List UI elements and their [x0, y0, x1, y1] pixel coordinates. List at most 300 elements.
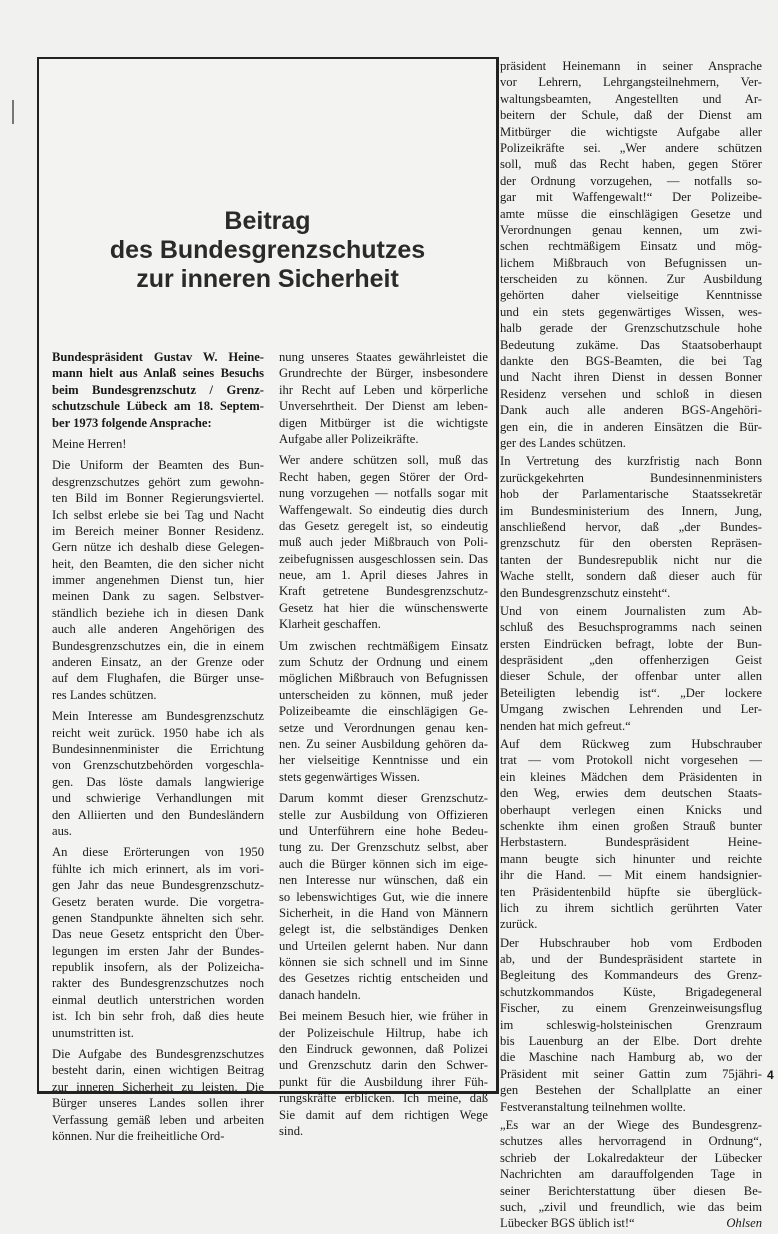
text-line	[279, 987, 488, 1003]
text-line	[279, 518, 488, 534]
text-line	[279, 485, 488, 501]
text-line-content: bis Lauenburg an der Elbe. Dort drehte	[500, 1034, 762, 1049]
text-line-content: ger des Landes schützen.	[500, 435, 626, 450]
text-line	[279, 807, 488, 823]
text-line-content: soll, muß das Recht haben, gegen Störer	[500, 157, 762, 172]
text-line-content: Verfassung gemäß leben und arbeiten	[52, 1112, 264, 1127]
text-line	[52, 1025, 264, 1041]
text-line-content: können sie sich schnell und im Sinne	[279, 955, 488, 970]
text-line	[500, 834, 762, 850]
paragraph	[52, 436, 264, 452]
text-line	[500, 503, 762, 519]
text-line	[500, 884, 762, 900]
text-line-content: Waffengewalt. So eindeutig dies durch	[279, 502, 488, 517]
text-line	[279, 687, 488, 703]
text-line	[500, 1199, 762, 1215]
text-line	[52, 474, 264, 490]
text-line	[500, 156, 762, 172]
text-line-content: Verordnungen genau kennen, um zwi-	[500, 222, 762, 237]
text-line-content: res Landes schützen.	[52, 687, 157, 702]
text-line	[500, 984, 762, 1000]
text-line	[279, 921, 488, 937]
text-line-content: Begleitung des Kommandeurs des Grenz-	[500, 968, 762, 983]
text-line	[279, 752, 488, 768]
text-line-content: gehörten daher vielseitige Kenntnisse	[500, 288, 762, 303]
text-line-content: anschließend hervor, daß „der Bundes-	[500, 519, 762, 534]
text-line-content: vor Lehrern, Lehrgangsteilnehmern, Ver-	[500, 75, 762, 90]
text-line-content: zeibefugnissen ausgeschlossen sein. Das	[279, 551, 488, 566]
text-line-content: und Nacht ihren Dienst in dessen Bonner	[500, 370, 762, 385]
text-line	[52, 877, 264, 893]
text-line	[500, 701, 762, 717]
text-line-content: möglichen Mißbrauch von Befugnissen	[279, 671, 488, 686]
text-line	[279, 769, 488, 785]
text-line-content: und Grenzschutz darin den Schwer-	[279, 1058, 488, 1073]
text-line	[279, 938, 488, 954]
text-line-content: Recht haben, gegen Störer der Ord-	[279, 469, 488, 484]
text-line-content: danach handeln.	[279, 987, 361, 1002]
text-line	[52, 894, 264, 910]
text-line-content: tanten der Bundesrepublik nicht nur die	[500, 552, 762, 567]
text-line-content: punkt für die Ausbildung ihrer Füh-	[279, 1074, 488, 1089]
text-line	[52, 654, 264, 670]
text-line-content: Fischer, zu einem Grenzeinweisungsflug	[500, 1001, 762, 1016]
text-line-content: lich zu ihrem sichtlich gerührten Vater	[500, 900, 762, 915]
text-line	[279, 431, 488, 447]
text-line	[52, 943, 264, 959]
text-line-content: Bei meinem Besuch hier, wie früher in	[279, 1009, 488, 1024]
text-line	[279, 1107, 488, 1123]
text-line-content: muß auch jeder Mißbrauch von Poli-	[279, 535, 488, 550]
text-line-content: Grundrechte der Bürger, insbesondere	[279, 366, 488, 381]
text-line-content: republik insofern, als der Polizeicha-	[52, 960, 264, 975]
text-line-content: oberhaupt verlegen einen Knicks und	[500, 802, 762, 817]
text-line	[500, 140, 762, 156]
text-line-content: An diese Erörterungen von 1950	[52, 845, 264, 860]
text-line-content: unterscheiden zu können, muß jeder	[279, 687, 488, 702]
text-line-content: schenkte ihm einen großen Strauß bunter	[500, 818, 762, 833]
paragraph	[279, 1008, 488, 1139]
text-line-content: setze und Verordnungen genau ken-	[279, 720, 488, 735]
text-line-content: Nachrichten am darauffolgenden Tage in	[500, 1167, 762, 1182]
text-line-content: ständlich beziehe ich in diesen Dank	[52, 605, 264, 620]
text-line	[52, 844, 264, 860]
text-line	[500, 287, 762, 303]
paragraph	[279, 638, 488, 786]
text-line-content: such, „zivil und freundlich, wie das beim	[500, 1199, 762, 1214]
text-line	[279, 452, 488, 468]
text-line	[52, 861, 264, 877]
text-line-content: und Urteilen gelernt haben. Nur dann	[279, 938, 488, 953]
text-line	[279, 349, 488, 365]
text-line	[500, 519, 762, 535]
text-line-content: der Ordnung vorzugehen, — notfalls so-	[500, 173, 762, 188]
text-line	[52, 605, 264, 621]
text-line	[500, 769, 762, 785]
text-line-content: gar mit Waffengewalt!“ Der Polizeibe-	[500, 190, 762, 205]
text-line-content: auch die Bürger können sich im eige-	[279, 856, 488, 871]
article-lead-paragraph	[52, 349, 264, 431]
author-signature: Ohlsen	[726, 1216, 762, 1231]
text-line-content: zum Schutz der Ordnung und einem	[279, 655, 488, 670]
text-line-content: unumstritten ist.	[52, 1025, 134, 1040]
right-column	[500, 58, 762, 1234]
title-line-1: Beitrag	[224, 207, 311, 235]
paragraph	[279, 452, 488, 632]
text-line-content: Das neue Gesetz entspricht den Über-	[52, 927, 264, 942]
text-line-content: nen Interesse nur wünschen, daß ein	[279, 873, 488, 888]
text-line	[52, 959, 264, 975]
text-line	[52, 807, 264, 823]
text-line-content: Residenz versehen und schloß in diesen	[500, 386, 762, 401]
text-line-content: schutzkommandos Küste, Brigadegeneral	[500, 984, 762, 999]
text-line	[279, 551, 488, 567]
text-line-content: desgrenzschutzes gehört zum gewohn-	[52, 474, 264, 489]
text-line-content: immer angenehmen Dienst tun, hier	[52, 573, 264, 588]
text-line	[500, 402, 762, 418]
text-line-content: Wache stellt, sondern daß dieser auch für	[500, 569, 762, 584]
text-line-content: Polizeibeamte die einschlägigen Ge-	[279, 704, 488, 719]
text-line-content: Bundesinnenminister die Errichtung	[52, 741, 264, 756]
text-line	[279, 365, 488, 381]
text-line-content: „Es war an der Wiege des Bundesgrenz-	[500, 1118, 762, 1132]
text-line	[52, 725, 264, 741]
text-line	[500, 124, 762, 140]
text-line-content: zurückgekehrten Bundesinnenministers	[500, 470, 762, 485]
text-line	[500, 785, 762, 801]
text-line	[500, 419, 762, 435]
text-line	[500, 1099, 762, 1115]
text-line	[279, 469, 488, 485]
text-line	[52, 670, 264, 686]
paragraph	[500, 1117, 762, 1232]
text-line-content: einmal deutlich unterstrichen worden	[52, 992, 264, 1007]
text-line	[279, 736, 488, 752]
scan-margin-mark	[12, 100, 14, 124]
text-line-content: Darum kommt dieser Grenzschutz-	[279, 791, 488, 806]
text-line	[500, 206, 762, 222]
text-line-content: heit, den Beamten, die den sicher nicht	[52, 556, 264, 571]
text-line	[279, 567, 488, 583]
text-line-content: ten Bild im Bonner Regierungsviertel.	[52, 491, 264, 506]
text-line	[500, 173, 762, 189]
text-line	[52, 1112, 264, 1128]
text-line-content: despräsident „den offenherzigen Geist	[500, 653, 762, 668]
text-line-content: von Grenzschutzbehörden vorgeschla-	[52, 758, 264, 773]
text-line-content: halb gerade der Grenzschutzschule hohe	[500, 321, 762, 336]
text-line-content: Unversehrtheit. Der Dienst am leben-	[279, 399, 488, 414]
text-line	[279, 1008, 488, 1024]
paragraph	[500, 453, 762, 601]
text-line	[500, 916, 762, 932]
text-line-content: Präsident mit seiner Gattin zum 75jähri-	[500, 1066, 762, 1081]
text-line	[500, 900, 762, 916]
text-line	[279, 954, 488, 970]
text-line	[500, 453, 762, 469]
text-line	[279, 382, 488, 398]
text-line-content: Mein Interesse am Bundesgrenzschutz	[52, 709, 264, 724]
text-line-content: meinen Dank zu sagen. Selbstver-	[52, 589, 264, 604]
text-line	[52, 741, 264, 757]
text-line-content: Die Uniform der Beamten des Bun-	[52, 458, 264, 473]
text-line-content: ihr Recht auf Leben und körperliche	[279, 382, 488, 397]
text-line	[500, 1183, 762, 1199]
text-line-content: mann hielt aus Anlaß seines Besuchs	[52, 366, 264, 381]
text-line	[52, 638, 264, 654]
text-line-content: Polizeikräfte sei. „Wer andere schützen	[500, 140, 762, 155]
text-line	[500, 91, 762, 107]
text-line-content: lichem Mißbrauch von Befugnissen un-	[500, 255, 762, 270]
text-line	[279, 970, 488, 986]
text-line-content: nen. Zu seiner Ausbildung gehören da-	[279, 736, 488, 751]
text-line	[279, 1025, 488, 1041]
text-line-content: amte müsse die einschlägigen Gesetze und	[500, 206, 762, 221]
text-line	[52, 588, 264, 604]
text-line-content: auch alle anderen Angehörigen des	[52, 622, 264, 637]
text-line-content: Lübecker BGS üblich ist!“	[500, 1216, 635, 1231]
text-line	[500, 386, 762, 402]
text-line-content: neue, am 1. April dieses Jahres in	[279, 568, 488, 583]
text-line	[500, 1215, 762, 1231]
text-line	[500, 1000, 762, 1016]
text-line	[52, 1128, 264, 1144]
text-line	[500, 304, 762, 320]
paragraph	[52, 844, 264, 1041]
text-line	[52, 1079, 264, 1095]
text-line-content: Gesetz hat hier die wünschenswerte	[279, 600, 488, 615]
text-line-content: Sicherheit, in die Hand von Männern	[279, 905, 488, 920]
text-line-content: gen ein, die in anderen Einsätzen die Bür-	[500, 419, 762, 434]
text-line	[52, 556, 264, 572]
text-line-content: ein kleines Mädchen dem Präsidenten in	[500, 769, 762, 784]
text-line-content: Sie damit auf dem richtigen Wege	[279, 1107, 488, 1122]
text-line-content: Bundesgrenzschutzes ein, die in einem	[52, 638, 264, 653]
text-line-content: rakter des Bundesgrenzschutzes noch	[52, 976, 264, 991]
text-line	[500, 1033, 762, 1049]
text-line	[279, 654, 488, 670]
paragraph	[500, 935, 762, 1115]
text-line	[279, 905, 488, 921]
text-line	[500, 752, 762, 768]
text-line-content: Ich selbst erlebe sie bei Tag und Nacht	[52, 507, 264, 522]
text-line-content: nenden hat mich gefreut.“	[500, 718, 631, 733]
text-line	[52, 1008, 264, 1024]
text-line	[52, 507, 264, 523]
text-line	[500, 486, 762, 502]
paragraph	[500, 58, 762, 451]
text-line-content: Kraft getretene Bundesgrenzschutz-	[279, 584, 488, 599]
text-line-content: aus.	[52, 823, 72, 838]
text-line-content: grenzschutz für den obersten Repräsen-	[500, 536, 762, 551]
text-line	[500, 636, 762, 652]
text-line-content: Gesetz beraten wurde. Die vorgetra-	[52, 894, 264, 909]
text-line	[500, 1017, 762, 1033]
text-line	[52, 975, 264, 991]
article-box	[37, 57, 499, 1143]
text-line-content: ab, und der Bundespräsident startete in	[500, 952, 762, 967]
paragraph	[279, 349, 488, 447]
text-line-content: her vielseitige Kenntnisse und ein	[279, 753, 488, 768]
text-line-content: ist. Ich bin sehr froh, daß dies heute	[52, 1009, 264, 1024]
text-line-content: nung vorzugehen — notfalls sogar mit	[279, 486, 488, 501]
paragraph	[52, 457, 264, 703]
text-line	[52, 539, 264, 555]
text-line-content: Wer andere schützen soll, muß das	[279, 453, 488, 468]
text-line	[500, 951, 762, 967]
text-line	[52, 790, 264, 806]
text-line	[500, 222, 762, 238]
text-line	[279, 616, 488, 632]
text-line	[52, 992, 264, 1008]
text-line	[500, 1049, 762, 1065]
text-line	[279, 720, 488, 736]
text-line	[52, 398, 264, 414]
text-line	[500, 271, 762, 287]
text-line	[52, 490, 264, 506]
text-line	[500, 736, 762, 752]
text-line-content: waltungsbeamten, Angestellten und Ar-	[500, 91, 762, 106]
text-line	[500, 718, 762, 734]
text-line	[52, 774, 264, 790]
text-line	[500, 369, 762, 385]
text-line	[500, 320, 762, 336]
text-line-content: Beteiligten lebendig ist“. „Der lockere	[500, 685, 762, 700]
text-line-content: dankte den BGS-Beamten, die bei Tag	[500, 354, 762, 369]
text-line-content: und Unterführern eine hohe Bedeu-	[279, 823, 488, 838]
text-line-content: und schwierige Verhandlungen mit	[52, 791, 264, 806]
text-line	[500, 652, 762, 668]
paragraph	[279, 790, 488, 1003]
text-line	[279, 790, 488, 806]
text-line	[500, 535, 762, 551]
text-line	[52, 349, 264, 365]
text-line	[500, 818, 762, 834]
title-line-3: zur inneren Sicherheit	[136, 265, 399, 293]
text-line	[500, 685, 762, 701]
text-line-content: beitern der Schule, daß der Dienst am	[500, 108, 762, 123]
text-line-content: ten Präsidentenbild hüpfte sie überglück-	[500, 884, 762, 899]
text-line-content: Meine Herren!	[52, 436, 127, 451]
text-line-content: im Bundesministerium des Innern, Jung,	[500, 503, 762, 518]
text-line	[500, 255, 762, 271]
text-line	[500, 1082, 762, 1098]
text-line	[279, 1057, 488, 1073]
text-line-content: In Vertretung des kurzfristig nach Bonn	[500, 454, 762, 469]
text-line	[52, 687, 264, 703]
text-line	[52, 457, 264, 473]
text-line	[52, 926, 264, 942]
text-line	[500, 867, 762, 883]
text-line-content: Umgang zwischen Lehrenden und Ler-	[500, 702, 762, 717]
text-line	[279, 534, 488, 550]
text-line-content: schen rechtmäßigem Einsatz und mög-	[500, 239, 762, 254]
text-line-content: Um zwischen rechtmäßigem Einsatz	[279, 638, 488, 653]
text-line-content: Dank auch alle anderen BGS-Angehöri-	[500, 403, 762, 418]
text-line-content: Herbstastern. Bundespräsident Heine-	[500, 835, 762, 850]
text-line	[279, 1123, 488, 1139]
text-line	[500, 851, 762, 867]
article-title	[39, 207, 496, 294]
text-line-content: fühlte ich mich erinnert, als im vori-	[52, 861, 264, 876]
text-line-content: schutzes alles hervorragend in Ordnung“,	[500, 1134, 762, 1149]
text-line-content: ihr die Hand. — Mit einem handsignier-	[500, 868, 762, 883]
text-line	[500, 935, 762, 951]
text-line-content: Die Aufgabe des Bundesgrenzschutzes	[52, 1047, 264, 1062]
text-line-content: gen. Das löste damals langwierige	[52, 774, 264, 789]
text-line-content: können. Nur die freiheitliche Ord-	[52, 1128, 225, 1143]
text-line	[500, 802, 762, 818]
text-line-content: schutzschule Lübeck am 18. Septem-	[52, 399, 264, 414]
text-line-content: die Maschine nach Hamburg ab, wo der	[500, 1050, 762, 1065]
text-line-content: im Bereich meiner Bonner Residenz.	[52, 523, 264, 538]
text-line	[52, 1046, 264, 1062]
text-line-content: anderen Einsatz, an der Grenze oder	[52, 655, 264, 670]
text-line	[500, 189, 762, 205]
text-line-content: rungskräfte erblicken. Ich meine, daß	[279, 1091, 488, 1106]
text-line	[500, 353, 762, 369]
text-line-content: gen Bestehen der Schallplatte an einer	[500, 1083, 762, 1098]
text-line	[279, 823, 488, 839]
title-line-2: des Bundesgrenzschutzes	[109, 236, 426, 264]
text-line	[279, 839, 488, 855]
text-line-content: zurück.	[500, 917, 538, 932]
text-line-content: Auf dem Rückweg zum Hubschrauber	[500, 737, 762, 752]
text-line-content: terscheiden zu können. Zur Ausbildung	[500, 272, 762, 287]
text-line	[52, 382, 264, 398]
text-line	[500, 435, 762, 451]
text-line-content: den Bundesgrenzschutz einsteht“.	[500, 585, 671, 600]
text-line-content: den Eindruck gewonnen, daß Polizei	[279, 1042, 488, 1057]
text-line-content: dieser Schule, der offenbar unter allen	[500, 669, 762, 684]
text-line	[279, 670, 488, 686]
text-line	[52, 572, 264, 588]
text-line	[500, 1166, 762, 1182]
text-line	[279, 872, 488, 888]
text-line-content: ersten Eindrücken befragt, lobte der Bun-	[500, 636, 762, 651]
text-line-content: Aufgabe aller Polizeikräfte.	[279, 431, 419, 446]
text-line-content: schrieb der Lokalredakteur der Lübecker	[500, 1150, 762, 1165]
text-line	[500, 568, 762, 584]
text-line-content: präsident Heinemann in seiner Ansprache	[500, 59, 762, 73]
left-column	[52, 349, 264, 1149]
text-line	[279, 638, 488, 654]
text-line-content: stelle zur Ausbildung von Offizieren	[279, 807, 488, 822]
text-line-content: Festveranstaltung teilnehmen wollte.	[500, 1099, 686, 1114]
text-line-content: auf dem Flughafen, die Bürger unse-	[52, 671, 264, 686]
text-line	[500, 58, 762, 74]
text-line-content: Der Hubschrauber hob vom Erdboden	[500, 935, 762, 950]
text-line-content: stets gegenwärtiges Wissen.	[279, 769, 420, 784]
text-line-content: Bundespräsident Gustav W. Heine-	[52, 350, 264, 364]
text-line	[500, 603, 762, 619]
text-line	[52, 621, 264, 637]
text-line	[500, 619, 762, 635]
text-line-content: den Weg, erwies dem deutschen Staats-	[500, 786, 762, 801]
text-line	[52, 1062, 264, 1078]
text-line	[500, 470, 762, 486]
text-line-content: schluß des Besuchsprogramms nach seinen	[500, 620, 762, 635]
text-line	[500, 1066, 762, 1082]
text-line-content: Bürger unseres Landes sollen ihrer	[52, 1096, 264, 1111]
text-line-content: so lebenswichtiges Gut, wie die innere	[279, 889, 488, 904]
paragraph	[52, 708, 264, 839]
text-line-content: des Gesetzes richtig entscheiden und	[279, 971, 488, 986]
text-line	[500, 1117, 762, 1133]
text-line-content: Klarheit geschaffen.	[279, 617, 381, 632]
text-line-content: zur inneren Sicherheit zu leisten. Die	[52, 1079, 264, 1094]
text-line	[52, 823, 264, 839]
text-line-content: nung unseres Staates gewährleistet die	[279, 350, 488, 364]
